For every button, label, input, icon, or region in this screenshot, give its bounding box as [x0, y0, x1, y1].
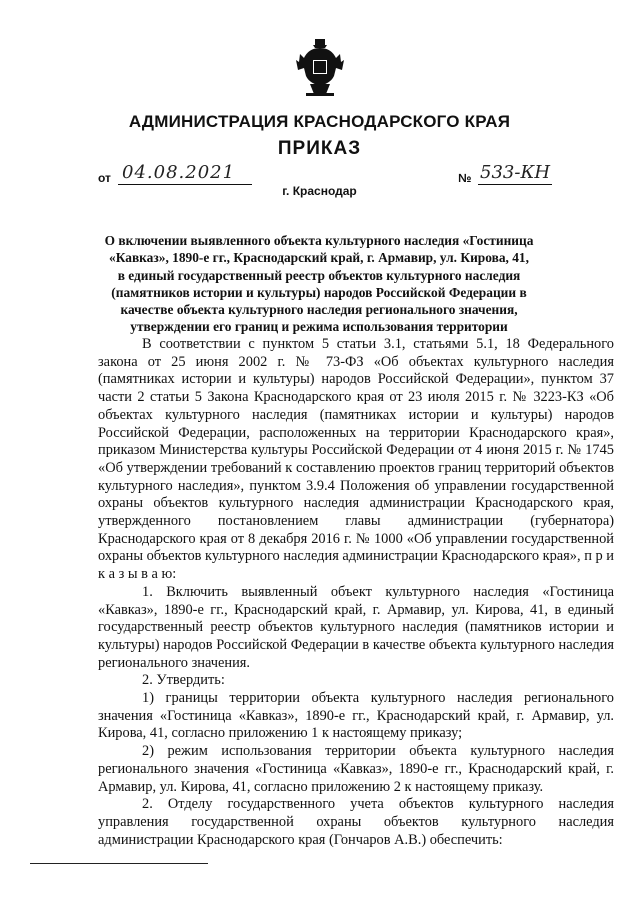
paragraph-item-1: 1. Включить выявленный объект культурного наследия «Гостиница «Кавказ», 1890-е гг., Краснодарский край, г. Армавир, ул. Кирова, 41, в единый государственный реестр объектов культурного наследия (памятников истории и культуры) народов Российской Федерации в качестве объекта культурного наследия регионального значения. — [98, 583, 614, 671]
handwritten-order-number: 533-КН — [480, 162, 551, 183]
paragraph-preamble: В соответствии с пунктом 5 статьи 3.1, статьями 5.1, 18 Федерального закона от 25 июня 2002 г. № 73-ФЗ «Об объектах культурного наследия (памятниках истории и культуры) народов Российской Федерации», пунктом 37 части 2 статьи 5 Закона Краснодарского края от 23 июля 2015 г. № 3223-КЗ «Об объектах культурного наследия (памятниках истории и культуры) народов Российской Федерации, расположенных на территории Краснодарского края», приказом Министерства культуры Российской Федерации от 4 июня 2015 г. № 1745 «Об утверждении требований к составлению проектов границ территорий объектов культурного наследия», пунктом 3.9.4 Положения об управлении государственной охраны объектов культурного наследия администрации Краснодарского края, утвержденного постановлением главы администрации (губернатора) Краснодарского края от 8 декабря 2016 г. № 1000 «Об управлении государственной охраны объектов культурного наследия администрации Краснодарского края», п р и к а з ы в а ю: — [98, 336, 614, 583]
paragraph-item-2-1: 1) границы территории объекта культурного наследия регионального значения «Гостиница «Кавказ», 1890-е гг., Краснодарский край, г. Армавир, ул. Кирова, 41, согласно приложению 1 к настоящему приказу; — [98, 690, 614, 742]
paragraph-item-3: 2. Отделу государственного учета объектов культурного наследия управления государственной охраны объектов культурного наследия администрации Краснодарского края (Гончаров А.В.) обеспечить: — [98, 796, 614, 848]
paragraph-item-2-2: 2) режим использования территории объекта культурного наследия регионального значения «Гостиница «Кавказ», 1890-е гг., Краснодарский край, г. Армавир, ул. Кирова, 41, согласно приложению 2 к настоящему приказу. — [98, 743, 614, 795]
coat-of-arms-icon — [296, 38, 344, 96]
number-prefix: № — [458, 171, 472, 185]
organization-name: АДМИНИСТРАЦИЯ КРАСНОДАРСКОГО КРАЯ — [128, 112, 511, 131]
paragraph-item-2: 2. Утвердить: — [142, 672, 225, 689]
handwritten-date: 04.08.2021 — [118, 162, 252, 185]
order-body — [98, 336, 614, 849]
date-prefix: от — [98, 171, 111, 185]
footnote-divider — [30, 863, 208, 864]
order-subject-heading: О включении выявленного объекта культурного наследия «Гостиница «Кавказ», 1890-е гг., Краснодарский край, г. Армавир, ул. Кирова, 41, в единый государственный реестр объектов культурного наследия (памятников истории и культуры) народов Российской Федерации в качестве объекта культурного наследия регионального значения, утверждении его границ и режима использования территории — [104, 233, 534, 335]
document-title: ПРИКАЗ — [277, 138, 362, 159]
city-label: г. Краснодар — [282, 184, 357, 198]
